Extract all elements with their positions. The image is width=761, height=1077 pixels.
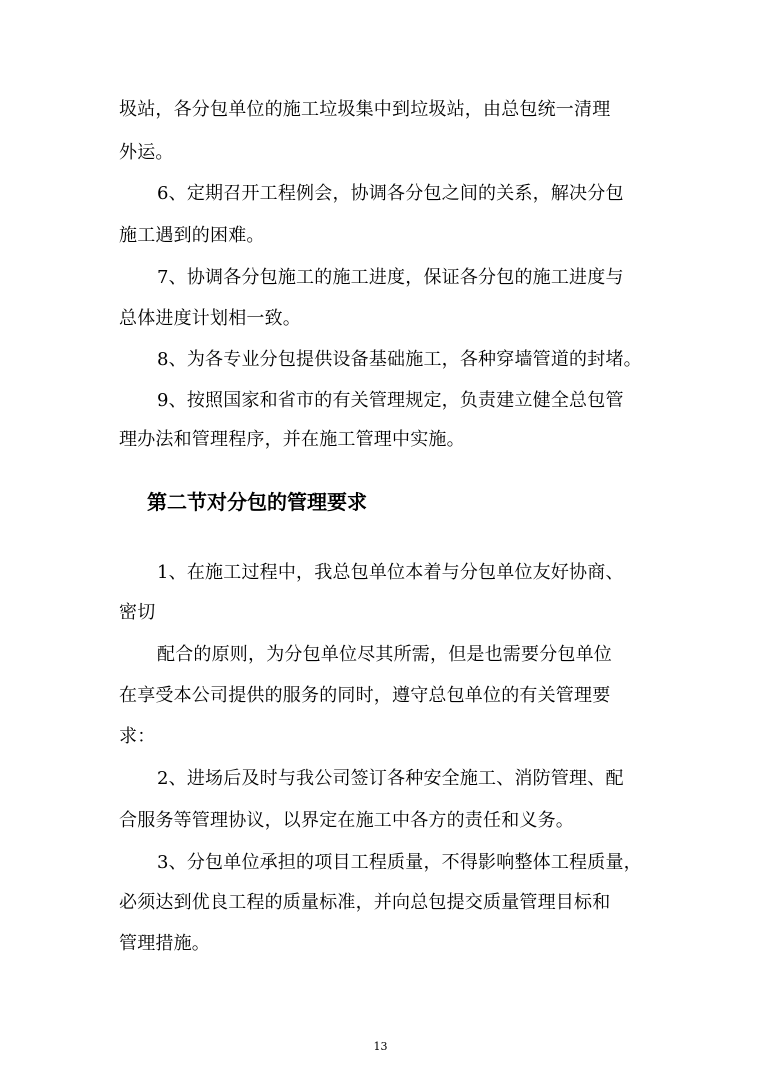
page-number: 13 xyxy=(373,1040,388,1053)
paragraph-line: 必须达到优良工程的质量标准，并向总包提交质量管理目标和 xyxy=(119,892,611,913)
paragraph-line: 外运。 xyxy=(119,142,174,163)
paragraph-line: 8、为各专业分包提供设备基础施工，各种穿墙管道的封堵。 xyxy=(157,349,642,370)
paragraph-line: 9、按照国家和省市的有关管理规定，负责建立健全总包管 xyxy=(157,390,624,411)
section-heading: 第二节对分包的管理要求 xyxy=(147,490,367,514)
paragraph-line: 圾站，各分包单位的施工垃圾集中到垃圾站，由总包统一清理 xyxy=(119,99,611,120)
paragraph-line: 7、协调各分包施工的施工进度，保证各分包的施工进度与 xyxy=(157,267,624,288)
paragraph-line: 施工遇到的困难。 xyxy=(119,225,265,246)
paragraph-line: 在享受本公司提供的服务的同时，遵守总包单位的有关管理要 xyxy=(119,685,611,706)
paragraph-line: 2、进场后及时与我公司签订各种安全施工、消防管理、配 xyxy=(157,768,624,789)
paragraph-line: 密切 xyxy=(119,602,156,623)
paragraph-line: 1、在施工过程中，我总包单位本着与分包单位友好协商、 xyxy=(157,562,624,583)
paragraph-line: 总体进度计划相一致。 xyxy=(119,308,301,329)
paragraph-line: 管理措施。 xyxy=(119,933,210,954)
paragraph-line: 合服务等管理协议，以界定在施工中各方的责任和义务。 xyxy=(119,810,574,831)
paragraph-line: 配合的原则，为分包单位尽其所需，但是也需要分包单位 xyxy=(157,644,612,665)
paragraph-line: 3、分包单位承担的项目工程质量，不得影响整体工程质量， xyxy=(157,852,642,873)
paragraph-line: 求： xyxy=(119,726,156,747)
paragraph-line: 6、定期召开工程例会，协调各分包之间的关系，解决分包 xyxy=(157,183,624,204)
paragraph-line: 理办法和管理程序，并在施工管理中实施。 xyxy=(119,429,465,450)
